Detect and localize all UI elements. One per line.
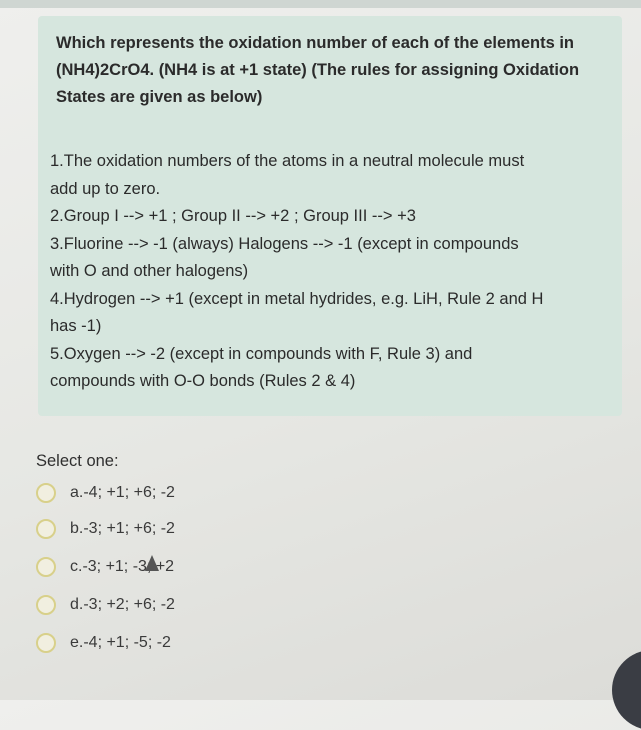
radio-button[interactable] xyxy=(36,483,56,503)
radio-button[interactable] xyxy=(36,595,56,615)
rule-line: 1.The oxidation numbers of the atoms in a neutral molecule must xyxy=(50,152,525,170)
rule-line: 4.Hydrogen --> +1 (except in metal hydrides, e.g. LiH, Rule 2 and H xyxy=(50,289,544,308)
select-one-label: Select one: xyxy=(36,452,119,470)
rule-line: compounds with O-O bonds (Rules 2 & 4) xyxy=(50,372,356,390)
option-b[interactable] xyxy=(36,514,336,544)
rule-line: has -1) xyxy=(50,317,102,335)
option-e[interactable] xyxy=(36,628,336,658)
rule-line: add up to zero. xyxy=(50,179,161,198)
question-line-3: States are given as below) xyxy=(56,88,263,106)
option-label: e.-4; +1; -5; -2 xyxy=(70,634,171,651)
rules-list xyxy=(50,148,610,396)
option-label: a.-4; +1; +6; -2 xyxy=(70,484,175,501)
radio-button[interactable] xyxy=(36,557,56,577)
option-c[interactable] xyxy=(36,552,336,582)
question-line-1: Which represents the oxidation number of each of the elements in xyxy=(56,34,575,52)
question-text xyxy=(56,30,608,111)
option-label: b.-3; +1; +6; -2 xyxy=(70,520,175,537)
radio-button[interactable] xyxy=(36,633,56,653)
rule-line: 5.Oxygen --> -2 (except in compounds with F, Rule 3) and xyxy=(50,344,473,363)
radio-button[interactable] xyxy=(36,519,56,539)
floating-button[interactable] xyxy=(612,650,641,730)
option-label: d.-3; +2; +6; -2 xyxy=(70,596,175,613)
option-a[interactable] xyxy=(36,478,336,508)
mouse-cursor-icon xyxy=(145,555,159,571)
option-d[interactable] xyxy=(36,590,336,620)
rule-line: 3.Fluorine --> -1 (always) Halogens --> -1 (except in compounds xyxy=(50,234,519,253)
option-label: c.-3; +1; -3; +2 xyxy=(70,558,175,575)
rule-line: 2.Group I --> +1 ; Group II --> +2 ; Group III --> +3 xyxy=(50,207,416,225)
question-line-2: (NH4)2CrO4. (NH4 is at +1 state) (The rules for assigning Oxidation xyxy=(56,61,580,79)
top-edge xyxy=(0,0,641,8)
rule-line: with O and other halogens) xyxy=(50,262,249,280)
